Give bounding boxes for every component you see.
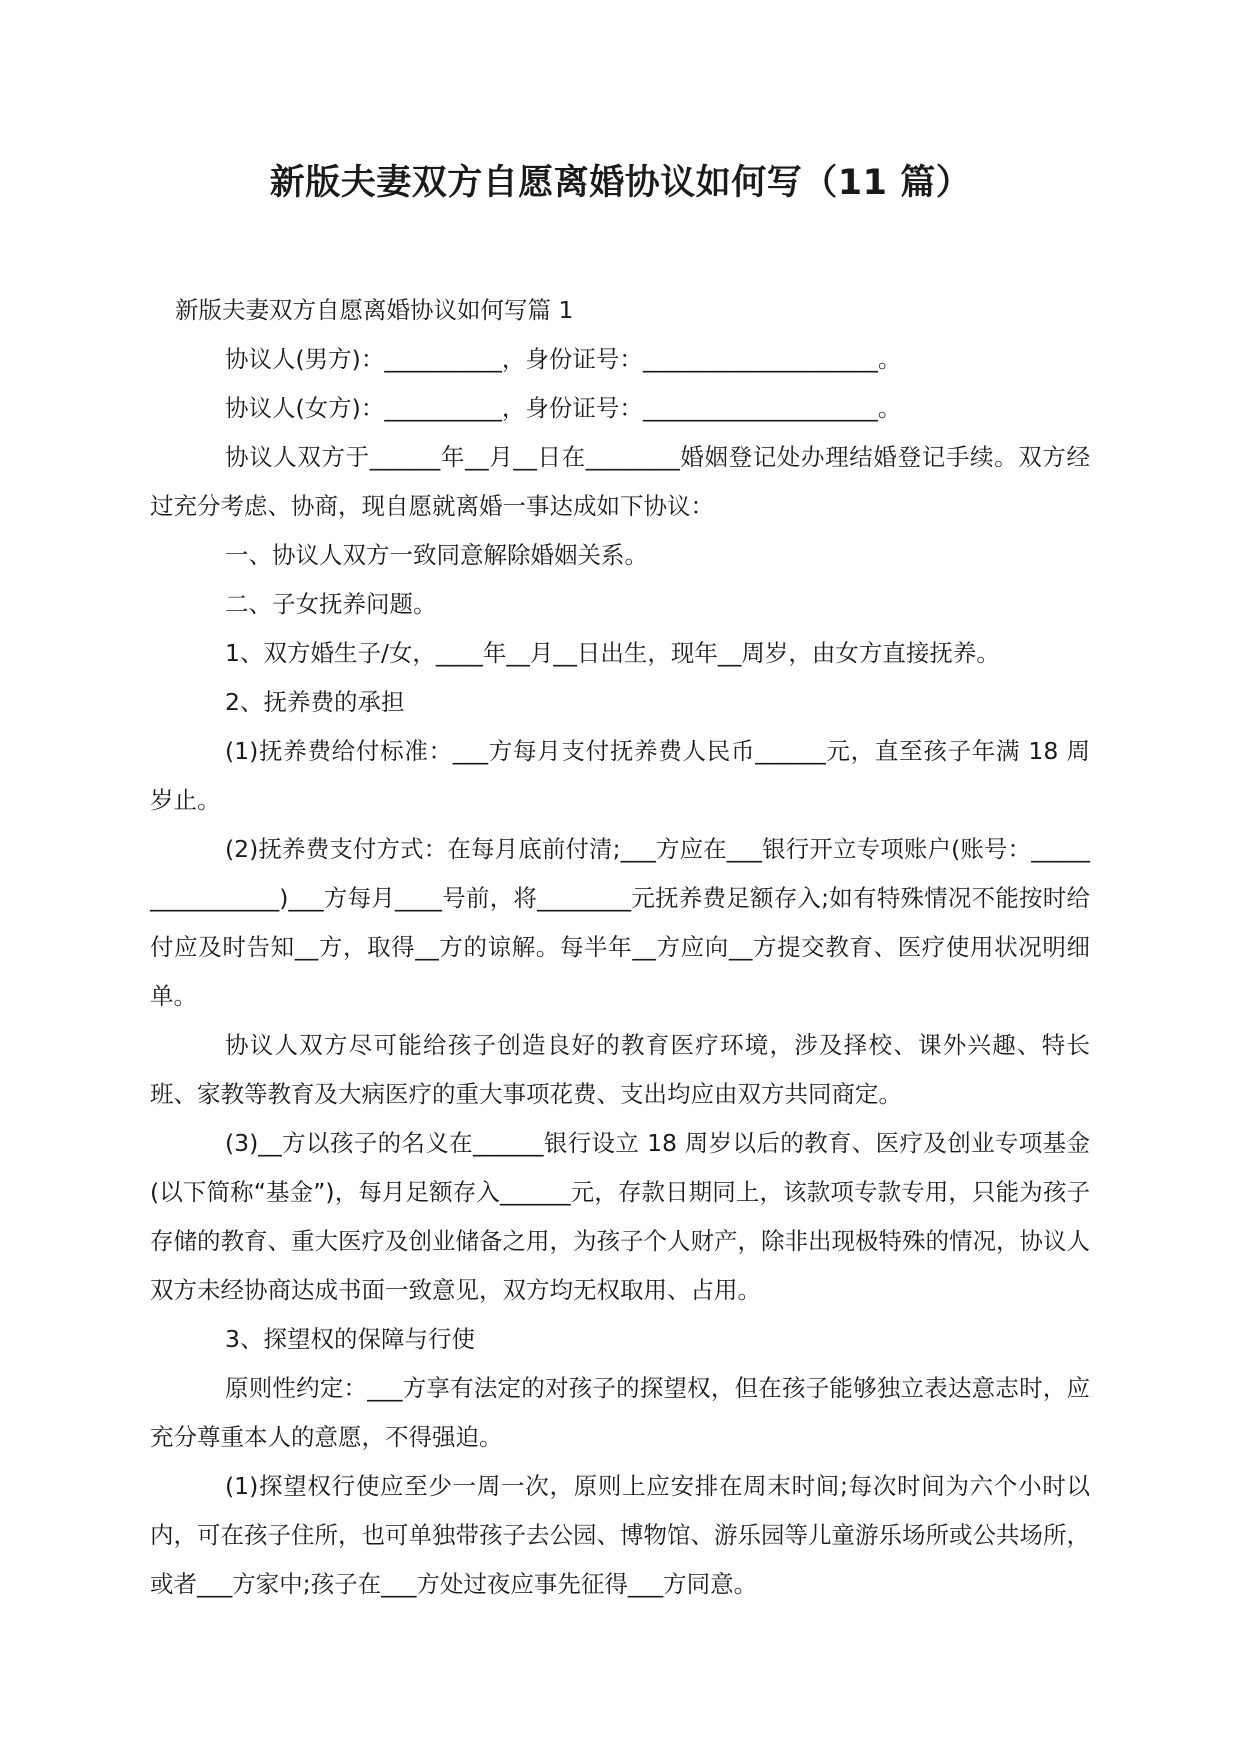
paragraph-party-male: 协议人(男方)：__________，身份证号：____________________。 [225,345,902,373]
paragraph-party-female: 协议人(女方)：__________，身份证号：____________________。 [225,394,902,422]
document-title: 新版夫妻双方自愿离婚协议如何写（11 篇） [269,163,972,203]
paragraph-support-payment: (2)抚养费支付方式：在每月底前付清;___方应在___银行开立专项账户(账号：________________)___方每月____号前，将________元抚养费足额存入;如有特殊情况不能按时给付应及时告知__方，取得__方的谅解。每半年__方应向__方提交教育、医疗使用状况明细单。 [150,835,1090,1010]
paragraph-clause-2: 二、子女抚养问题。 [225,590,437,618]
paragraph-child-custody: 1、双方婚生子/女，____年__月__日出生，现年__周岁，由女方直接抚养。 [225,639,1000,667]
paragraph-fund: (3)__方以孩子的名义在______银行设立 18 周岁以后的教育、医疗及创业专项基金(以下简称“基金”)，每月足额存入______元，存款日期同上，该款项专款专用，只能为孩子存储的教育、重大医疗及创业储备之用，为孩子个人财产，除非出现极特殊的情况，协议人双方未经协商达成书面一致意见，双方均无权取用、占用。 [150,1129,1090,1304]
paragraph-support-standard: (1)抚养费给付标准：___方每月支付抚养费人民币______元，直至孩子年满 18 周岁止。 [150,737,1090,814]
paragraph-clause-1: 一、协议人双方一致同意解除婚姻关系。 [225,541,648,569]
paragraph-visitation-heading: 3、探望权的保障与行使 [225,1325,475,1353]
paragraph-marriage-registration: 协议人双方于______年__月__日在________婚姻登记处办理结婚登记手续。双方经过充分考虑、协商，现自愿就离婚一事达成如下协议： [150,443,1090,520]
paragraph-visitation-principle: 原则性约定：___方享有法定的对孩子的探望权，但在孩子能够独立表达意志时，应充分尊重本人的意愿，不得强迫。 [150,1374,1090,1451]
paragraph-visitation-frequency: (1)探望权行使应至少一周一次，原则上应安排在周末时间;每次时间为六个小时以内，可在孩子住所，也可单独带孩子去公园、博物馆、游乐园等儿童游乐场所或公共场所，或者___方家中;孩子在___方处过夜应事先征得___方同意。 [150,1472,1090,1598]
document-body [150,286,1090,1609]
section-heading: 新版夫妻双方自愿离婚协议如何写篇 1 [175,296,574,324]
paragraph-support-heading: 2、抚养费的承担 [225,688,405,716]
paragraph-education-medical: 协议人双方尽可能给孩子创造良好的教育医疗环境，涉及择校、课外兴趣、特长班、家教等教育及大病医疗的重大事项花费、支出均应由双方共同商定。 [150,1031,1090,1108]
